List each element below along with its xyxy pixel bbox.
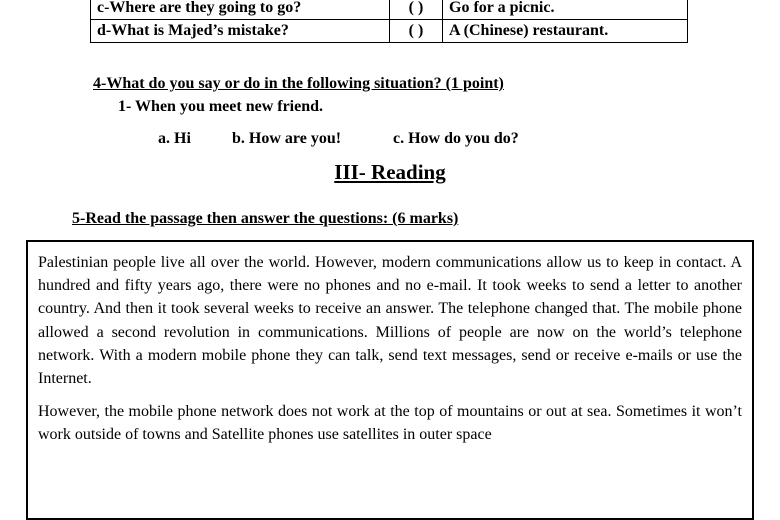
answer-cell: Go for a picnic. bbox=[443, 0, 688, 20]
section-heading bbox=[0, 160, 780, 185]
question-cell: c-Where are they going to go? bbox=[91, 0, 390, 20]
matching-table bbox=[90, 0, 688, 43]
answer-blank[interactable]: ( ) bbox=[390, 20, 443, 43]
option-c[interactable]: c. How do you do? bbox=[393, 130, 519, 147]
question-5-title: 5-Read the passage then answer the questions: (6 marks) bbox=[72, 210, 459, 227]
table-row bbox=[91, 0, 688, 20]
question-4-situation: 1- When you meet new friend. bbox=[118, 98, 324, 115]
option-b[interactable]: b. How are you! bbox=[232, 130, 342, 147]
section-title: III- Reading bbox=[334, 160, 446, 184]
question-4-title: 4-What do you say or do in the following situation? (1 point) bbox=[93, 75, 504, 92]
passage-paragraph: Palestinian people live all over the world. However, modern communications allow us to keep in contact. A hundred and fifty years ago, there were no phones and no e-mail. It took weeks to send a letter to another country. And then it took several weeks to receive an answer. The telephone changed that. The mobile phone allowed a second revolution in communications. Millions of people are now on the world’s telephone network. With a modern mobile phone they can talk, send text messages, send or receive e-mails or use the Internet. bbox=[38, 254, 742, 388]
option-a[interactable]: a. Hi bbox=[158, 130, 191, 147]
table-row bbox=[91, 20, 688, 43]
question-cell: d-What is Majed’s mistake? bbox=[91, 20, 390, 43]
answer-blank[interactable]: ( ) bbox=[390, 0, 443, 20]
passage-paragraph: However, the mobile phone network does not work at the top of mountains or out at sea. Sometimes it won’t work outside of towns and Satellite phones use satellites in outer space bbox=[38, 403, 742, 444]
answer-cell: A (Chinese) restaurant. bbox=[443, 20, 688, 43]
reading-passage bbox=[26, 240, 754, 520]
